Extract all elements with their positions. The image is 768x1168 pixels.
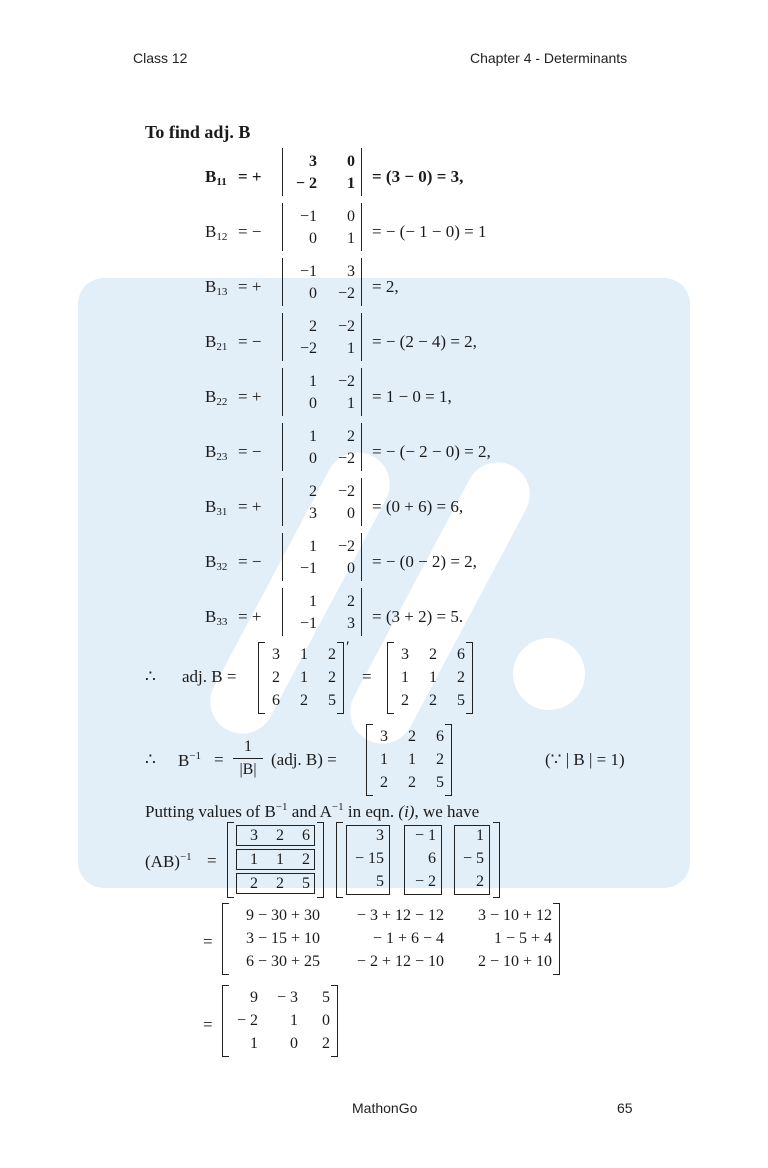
cofactor-symbol: $B_{32}$: [205, 552, 228, 573]
matrix-cell: 3: [347, 615, 355, 632]
matrix-cell: −2: [337, 450, 355, 467]
header-chapter: Chapter 4 - Determinants: [470, 50, 628, 66]
expanded-matrix: [222, 903, 560, 975]
right-bracket: [337, 642, 344, 714]
cofactor-result: = 1 − 0 = 1,: [372, 387, 452, 406]
final-eq: =: [203, 1015, 213, 1034]
matrix-cell: 6: [436, 728, 444, 745]
cofactor-symbol: $B_{21}$: [205, 332, 228, 353]
matrix-cell: − 3: [276, 989, 298, 1006]
matrix-cell: 6: [302, 827, 310, 844]
matrix-cell: 2: [309, 483, 317, 500]
matrix-cell: 9 − 30 + 30: [245, 907, 320, 924]
final-matrix: [222, 985, 338, 1057]
determinant: [282, 478, 362, 526]
cofactor-result: = (3 + 2) = 5.: [372, 607, 464, 626]
matrix-cell: 1: [401, 669, 409, 686]
matrix-cell: 5: [322, 989, 330, 1006]
matrix-cell: 2: [408, 774, 416, 791]
cofactor-symbol: $B_{11}$: [205, 167, 227, 188]
matrix-cell: − 2 + 12 − 10: [356, 953, 444, 970]
right-bracket: [553, 903, 560, 975]
ab-cols-matrix: [336, 822, 500, 898]
matrix-cell: 0: [347, 208, 355, 225]
right-bracket: [331, 985, 338, 1057]
matrix-cell: 0: [309, 230, 317, 247]
matrix-cell: 2: [457, 669, 465, 686]
matrix-cell: − 15: [354, 850, 384, 867]
matrix-cell: 3: [401, 646, 409, 663]
matrix-cell: 2: [429, 646, 437, 663]
inverse-note: (∵ | B | = 1): [545, 750, 625, 769]
matrix-cell: 2: [328, 669, 336, 686]
adj-lhs: adj. B =: [182, 667, 237, 686]
matrix-cell: 1: [347, 395, 355, 412]
matrix-cell: − 5: [462, 850, 484, 867]
matrix-cell: −2: [337, 285, 355, 302]
adj-eq: =: [362, 667, 372, 686]
cofactor-result: = − (0 − 2) = 2,: [372, 552, 477, 571]
matrix-cell: 0: [347, 560, 355, 577]
matrix-cell: 3 − 15 + 10: [245, 930, 320, 947]
matrix-cell: − 2: [236, 1012, 258, 1029]
heading: To find adj. B: [145, 122, 251, 142]
matrix-cell: 2: [276, 827, 284, 844]
inverse-lhs: $B^{-1}$: [178, 750, 202, 770]
cofactor-sign: = +: [238, 387, 262, 406]
matrix-cell: 3: [380, 728, 388, 745]
matrix-cell: 1: [408, 751, 416, 768]
matrix-cell: 9: [250, 989, 258, 1006]
matrix-cell: 2: [408, 728, 416, 745]
footer-brand: MathonGo: [352, 1100, 418, 1116]
matrix-cell: 5: [328, 692, 336, 709]
matrix-cell: −1: [299, 560, 317, 577]
matrix-cell: 1: [250, 851, 258, 868]
matrix-cell: −2: [337, 483, 355, 500]
matrix-cell: 0: [309, 450, 317, 467]
determinant: [282, 368, 362, 416]
ab-eq: =: [207, 851, 217, 870]
prime-mark: ′: [346, 639, 350, 656]
matrix-cell: − 3 + 12 − 12: [356, 907, 444, 924]
right-bracket: [493, 822, 500, 898]
matrix-cell: 1: [309, 538, 317, 555]
matrix-cell: 1 − 5 + 4: [493, 930, 552, 947]
determinant: [282, 533, 362, 581]
matrix-cell: 0: [322, 1012, 330, 1029]
matrix-cell: 1: [380, 751, 388, 768]
matrix-cell: 3: [272, 646, 280, 663]
matrix-cell: 6: [428, 850, 436, 867]
determinant: [282, 258, 362, 306]
matrix-cell: 1: [300, 646, 308, 663]
cofactor-result: = − (− 1 − 0) = 1: [372, 222, 487, 241]
matrix-cell: 1: [476, 827, 484, 844]
matrix-cell: 0: [309, 395, 317, 412]
cofactor-symbol: $B_{33}$: [205, 607, 228, 628]
matrix-cell: 3: [347, 263, 355, 280]
matrix-cell: 1: [347, 340, 355, 357]
inverse-matrix: [366, 724, 452, 796]
cofactor-result: = − (2 − 4) = 2,: [372, 332, 477, 351]
matrix-cell: −1: [299, 208, 317, 225]
left-bracket: [336, 822, 343, 898]
cofactor-sign: = −: [238, 332, 262, 351]
matrix-cell: 0: [347, 505, 355, 522]
matrix-cell: 1: [347, 175, 355, 192]
matrix-cell: 1: [290, 1012, 298, 1029]
ab-lhs: (AB)$^{-1}$: [145, 851, 192, 871]
matrix-cell: −1: [299, 263, 317, 280]
matrix-cell: 5: [436, 774, 444, 791]
matrix-cell: 3: [250, 827, 258, 844]
matrix-cell: 3: [309, 153, 317, 170]
matrix-cell: 0: [309, 285, 317, 302]
matrix-cell: 0: [290, 1035, 298, 1052]
matrix-cell: 2 − 10 + 10: [477, 953, 552, 970]
matrix-cell: − 2: [295, 175, 317, 192]
fraction: 1 |B|: [233, 739, 263, 778]
matrix-cell: 2: [309, 318, 317, 335]
right-bracket: [317, 822, 324, 898]
cofactor-sign: = −: [238, 442, 262, 461]
matrix-cell: 0: [347, 153, 355, 170]
cofactor-symbol: $B_{12}$: [205, 222, 228, 243]
matrix-cell: 2: [328, 646, 336, 663]
determinant: [282, 203, 362, 251]
header-class: Class 12: [133, 50, 188, 66]
putting-text: Putting values of $B^{-1}$ and $A^{-1}$ in eqn. (i), we have: [145, 801, 480, 821]
matrix-cell: − 1: [414, 827, 436, 844]
matrix-cell: 3: [309, 505, 317, 522]
matrix-cell: 5: [302, 875, 310, 892]
matrix-cell: −2: [337, 318, 355, 335]
matrix-cell: − 1 + 6 − 4: [372, 930, 444, 947]
cofactor-sign: = +: [238, 167, 262, 186]
matrix-cell: 6: [457, 646, 465, 663]
matrix-cell: 5: [457, 692, 465, 709]
matrix-cell: −2: [299, 340, 317, 357]
matrix-cell: 1: [309, 428, 317, 445]
matrix-cell: 2: [300, 692, 308, 709]
cofactor-result: = (0 + 6) = 6,: [372, 497, 464, 516]
cofactor-symbol: $B_{22}$: [205, 387, 228, 408]
matrix-cell: 6: [272, 692, 280, 709]
inverse-eq: =: [214, 750, 224, 769]
cofactor-result: = (3 − 0) = 3,: [372, 167, 464, 186]
cofactor-sign: = +: [238, 607, 262, 626]
cofactor-sign: = +: [238, 277, 262, 296]
determinant: [282, 588, 362, 636]
matrix-cell: 6 − 30 + 25: [245, 953, 320, 970]
matrix-cell: 2: [322, 1035, 330, 1052]
determinant: [282, 313, 362, 361]
determinant: [282, 423, 362, 471]
cofactor-symbol: $B_{23}$: [205, 442, 228, 463]
adj-matrix-transpose: [258, 642, 344, 714]
matrix-cell: −2: [337, 373, 355, 390]
matrix-cell: 2: [347, 593, 355, 610]
matrix-cell: 3 − 10 + 12: [477, 907, 552, 924]
ab-rows-matrix: [227, 822, 324, 898]
determinant: [282, 148, 362, 196]
matrix-cell: 2: [250, 875, 258, 892]
matrix-cell: 2: [436, 751, 444, 768]
matrix-cell: 2: [401, 692, 409, 709]
left-bracket: [387, 642, 394, 714]
matrix-cell: 1: [300, 669, 308, 686]
cofactor-symbol: $B_{13}$: [205, 277, 228, 298]
matrix-cell: −2: [337, 538, 355, 555]
cofactor-sign: = +: [238, 497, 262, 516]
left-bracket: [222, 985, 229, 1057]
matrix-cell: 2: [347, 428, 355, 445]
left-bracket: [258, 642, 265, 714]
matrix-cell: 1: [276, 851, 284, 868]
expanded-eq: =: [203, 932, 213, 951]
therefore-symbol-2: ∴: [145, 750, 156, 769]
matrix-cell: 2: [476, 873, 484, 890]
matrix-cell: 2: [429, 692, 437, 709]
left-bracket: [227, 822, 234, 898]
matrix-cell: 2: [272, 669, 280, 686]
watermark-logo: [78, 278, 690, 888]
matrix-cell: 1: [309, 373, 317, 390]
right-bracket: [445, 724, 452, 796]
adj-matrix: [387, 642, 473, 714]
therefore-symbol: ∴: [145, 667, 156, 686]
matrix-cell: 2: [276, 875, 284, 892]
cofactor-result: = 2,: [372, 277, 399, 296]
matrix-cell: 2: [302, 851, 310, 868]
left-bracket: [366, 724, 373, 796]
matrix-cell: 1: [347, 230, 355, 247]
matrix-cell: 2: [380, 774, 388, 791]
right-bracket: [466, 642, 473, 714]
left-bracket: [222, 903, 229, 975]
matrix-cell: − 2: [414, 873, 436, 890]
matrix-cell: −1: [299, 615, 317, 632]
matrix-cell: 1: [429, 669, 437, 686]
inverse-mid: (adj. B) =: [271, 750, 337, 769]
matrix-cell: 1: [309, 593, 317, 610]
matrix-cell: 5: [376, 873, 384, 890]
cofactor-sign: = −: [238, 552, 262, 571]
matrix-cell: 3: [376, 827, 384, 844]
cofactor-sign: = −: [238, 222, 262, 241]
matrix-cell: 1: [250, 1035, 258, 1052]
page-number: 65: [617, 1100, 633, 1116]
cofactor-result: = − (− 2 − 0) = 2,: [372, 442, 491, 461]
cofactor-symbol: $B_{31}$: [205, 497, 228, 518]
